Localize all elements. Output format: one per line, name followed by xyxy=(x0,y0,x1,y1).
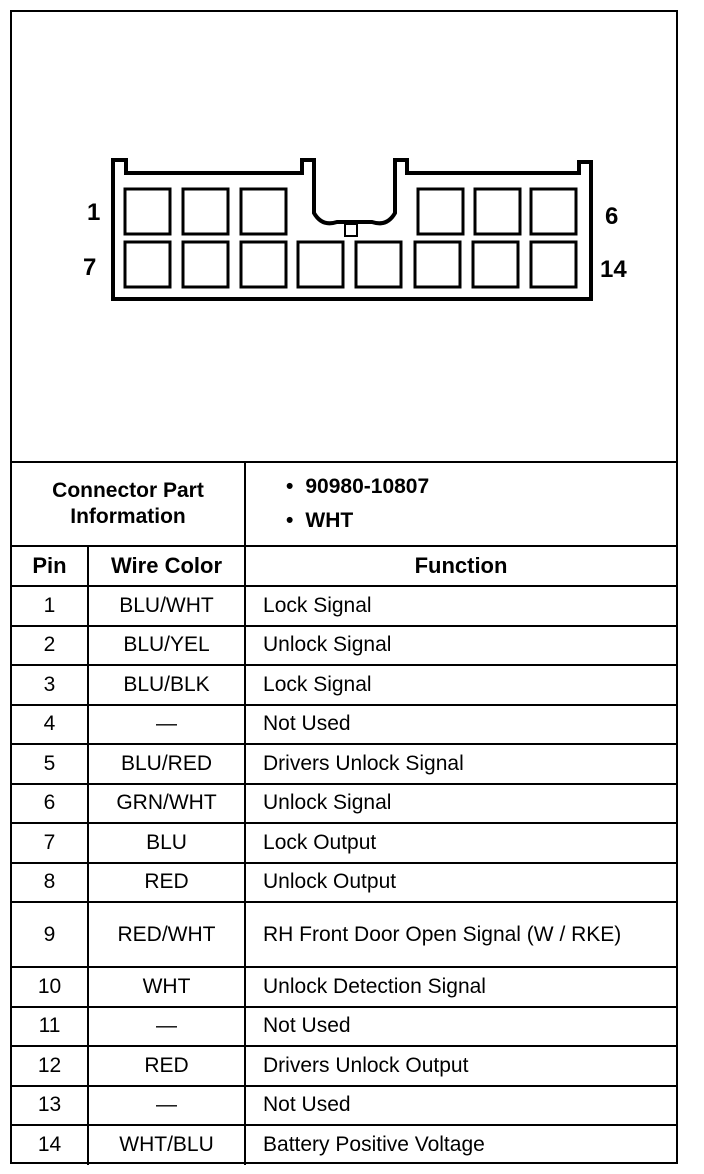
wire-color-cell: — xyxy=(88,705,245,745)
pin-label-14: 14 xyxy=(600,256,627,283)
header-wire-color: Wire Color xyxy=(88,546,245,586)
pin-cell: 6 xyxy=(12,784,88,824)
header-pin: Pin xyxy=(12,546,88,586)
pin-cell: 13 xyxy=(12,1086,88,1126)
function-cell: Drivers Unlock Output xyxy=(245,1046,676,1086)
table-row xyxy=(12,902,676,967)
cavity-9 xyxy=(241,242,286,287)
table-row xyxy=(12,1046,676,1086)
cavity-5 xyxy=(475,189,520,234)
pin-cell: 10 xyxy=(12,967,88,1007)
connector-diagram xyxy=(12,12,676,461)
table-row xyxy=(12,823,676,863)
pin-cell: 9 xyxy=(12,902,88,967)
wire-color-cell: BLU xyxy=(88,823,245,863)
table-row xyxy=(12,1125,676,1165)
part-info-label: Connector Part Information xyxy=(12,462,245,546)
function-cell: Lock Signal xyxy=(245,586,676,626)
cavity-4 xyxy=(418,189,463,234)
part-color: • WHT xyxy=(286,504,676,538)
table-row xyxy=(12,665,676,705)
function-cell: Not Used xyxy=(245,1007,676,1047)
pin-cell: 14 xyxy=(12,1125,88,1165)
cavity-12 xyxy=(415,242,460,287)
wire-color-cell: — xyxy=(88,1086,245,1126)
pin-label-6: 6 xyxy=(605,203,619,230)
function-cell: Lock Signal xyxy=(245,665,676,705)
table-row xyxy=(12,586,676,626)
cavity-2 xyxy=(183,189,228,234)
wire-color-cell: RED xyxy=(88,1046,245,1086)
table-row xyxy=(12,1007,676,1047)
function-cell: Battery Positive Voltage xyxy=(245,1125,676,1165)
connector-frame xyxy=(10,10,678,1164)
pin-label-7: 7 xyxy=(83,254,97,281)
table-row xyxy=(12,967,676,1007)
function-cell: Not Used xyxy=(245,705,676,745)
function-cell: Not Used xyxy=(245,1086,676,1126)
cavity-14 xyxy=(531,242,576,287)
part-info-values xyxy=(245,462,676,546)
wire-color-cell: — xyxy=(88,1007,245,1047)
pin-cell: 5 xyxy=(12,744,88,784)
part-number: • 90980-10807 xyxy=(286,470,676,504)
part-info-row xyxy=(12,462,676,546)
cavity-13 xyxy=(473,242,518,287)
cavity-8 xyxy=(183,242,228,287)
function-cell: Unlock Signal xyxy=(245,784,676,824)
cavity-7 xyxy=(125,242,170,287)
pinout-table xyxy=(12,461,676,1165)
cavity-6 xyxy=(531,189,576,234)
function-cell: Unlock Detection Signal xyxy=(245,967,676,1007)
connector-key xyxy=(345,224,357,236)
wire-color-cell: BLU/RED xyxy=(88,744,245,784)
connector-face xyxy=(12,12,676,461)
pin-cell: 7 xyxy=(12,823,88,863)
table-row xyxy=(12,626,676,666)
wire-color-cell: BLU/WHT xyxy=(88,586,245,626)
cavity-11 xyxy=(356,242,401,287)
pin-cell: 12 xyxy=(12,1046,88,1086)
wire-color-cell: WHT xyxy=(88,967,245,1007)
wire-color-cell: BLU/BLK xyxy=(88,665,245,705)
pin-cell: 2 xyxy=(12,626,88,666)
header-row xyxy=(12,546,676,586)
table-row xyxy=(12,1086,676,1126)
wire-color-cell: WHT/BLU xyxy=(88,1125,245,1165)
wire-color-cell: RED/WHT xyxy=(88,902,245,967)
pin-cell: 8 xyxy=(12,863,88,903)
pin-cell: 11 xyxy=(12,1007,88,1047)
cavity-3 xyxy=(241,189,286,234)
function-cell: Lock Output xyxy=(245,823,676,863)
pin-cell: 4 xyxy=(12,705,88,745)
table-row xyxy=(12,744,676,784)
wire-color-cell: BLU/YEL xyxy=(88,626,245,666)
table-row xyxy=(12,863,676,903)
cavity-10 xyxy=(298,242,343,287)
function-cell: Unlock Output xyxy=(245,863,676,903)
table-row xyxy=(12,784,676,824)
function-cell: RH Front Door Open Signal (W / RKE) xyxy=(245,902,676,967)
wire-color-cell: GRN/WHT xyxy=(88,784,245,824)
pin-cell: 3 xyxy=(12,665,88,705)
header-function: Function xyxy=(245,546,676,586)
cavity-1 xyxy=(125,189,170,234)
pin-cell: 1 xyxy=(12,586,88,626)
table-row xyxy=(12,705,676,745)
wire-color-cell: RED xyxy=(88,863,245,903)
function-cell: Drivers Unlock Signal xyxy=(245,744,676,784)
pin-label-1: 1 xyxy=(87,199,101,226)
function-cell: Unlock Signal xyxy=(245,626,676,666)
